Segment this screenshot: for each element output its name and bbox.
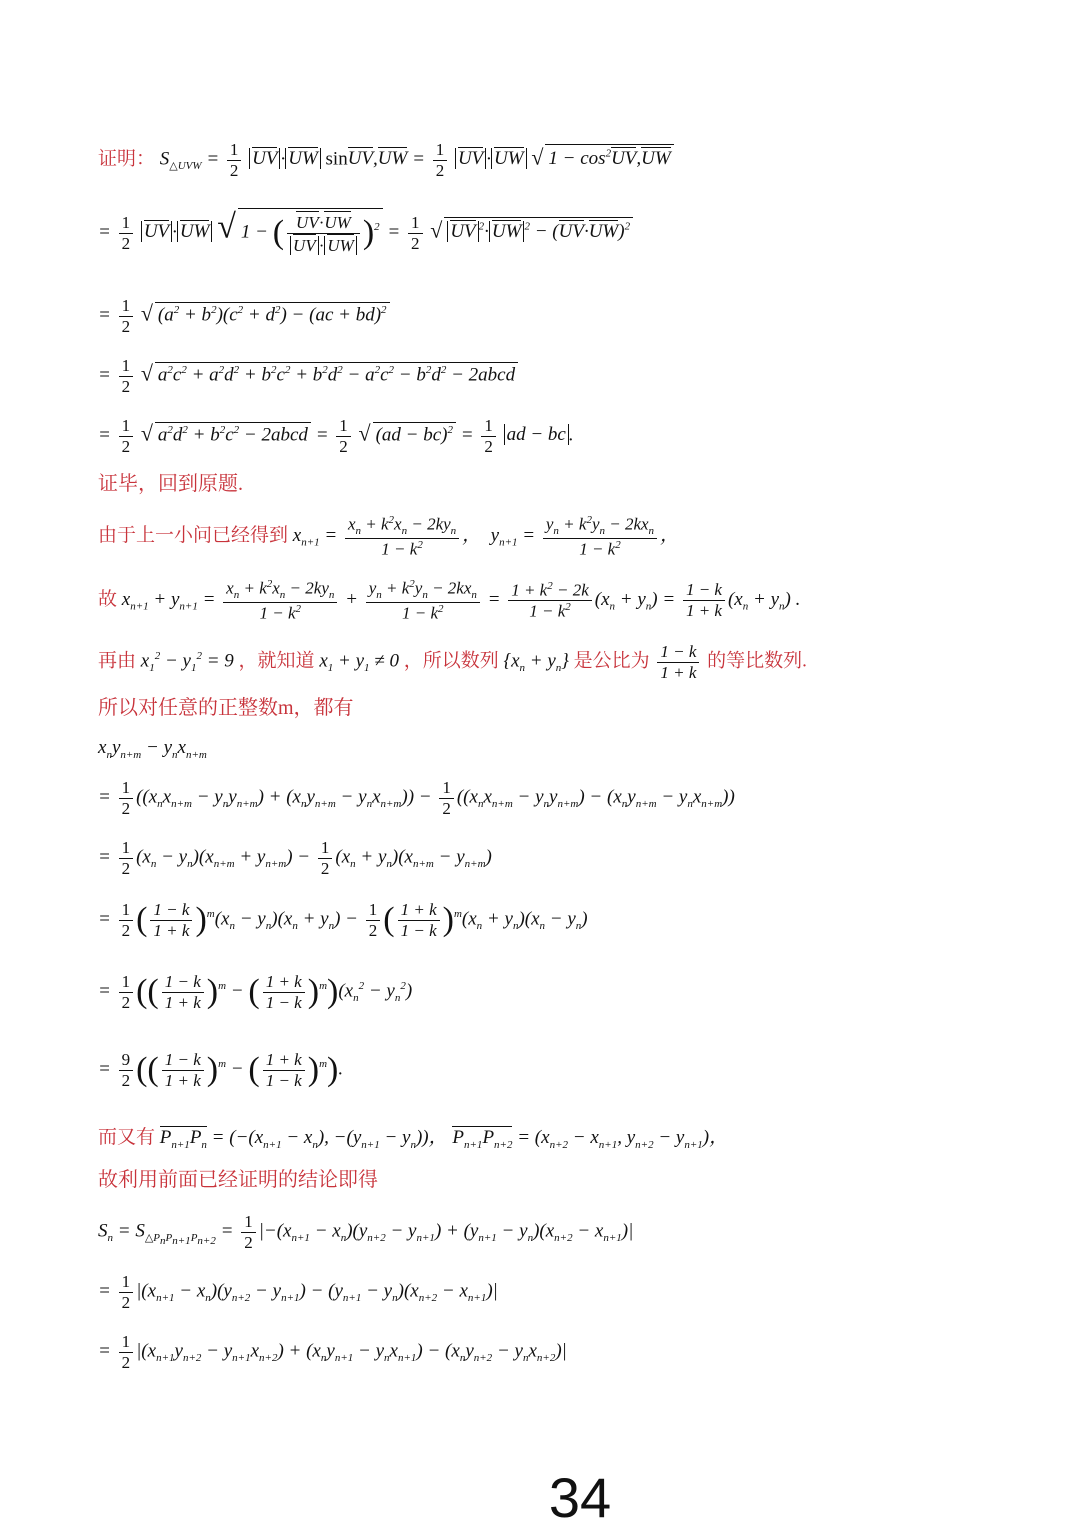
and-also-text: 而又有: [98, 1127, 156, 1148]
geometric-line: 再由 $x_1^2 - y_1^2 = 9$ ，就知道 $x_1 + y_1 \ne 0$ ，所以数列 $\{x_n + y_n\}$ 是公比为 $\frac{1 - k}{1 + k}$ 的等比数列.: [98, 642, 807, 682]
sum-line: 故 $x_{n+1} + y_{n+1}$ = $\frac{x_n + k^2x_n - 2ky_n}{1 - k^2}$ + $\frac{y_n + k^2y_n - 2kx_n}{1 - k^2}$ = $\frac{1 + k^2 - 2k}{1 - k^2}$ $(x_n + y_n)$ = $\frac{1 - k}{1 + k}$ $(x_n + y_n)$ .: [98, 578, 801, 623]
is-ratio-text: 是公比为: [573, 650, 650, 672]
expr-line-3: = $\frac{1}{2}$ ( $\frac{1 - k}{1 + k}$ )$^m(x_n - y_n)(x_n + y_n)$ − $\frac{1}{2}$ ( $\frac{1 + k}{1 - k}$ )$^m(x_n + y_n)(x_n - y_n)$: [98, 900, 588, 940]
expr-line-0: $x_ny_{n+m} - y_nx_{n+m}$: [98, 737, 207, 761]
proof-done-text: 证毕，回到原题.: [98, 473, 243, 495]
intro-prev-text: 由于上一小问已经得到: [98, 524, 289, 546]
proof-line-5: = $\frac{1}{2}$ √ $a^2d^2 + b^2c^2$ − 2abcd = $\frac{1}{2}$ √ (ad − bc)$^2$ = $\frac{1}{2}$ ad − bc .: [98, 416, 574, 456]
again-by-text: 再由: [98, 650, 137, 672]
expr-line-5: = $\frac{9}{2}$ (( $\frac{1 - k}{1 + k}$ )$^m$ − ( $\frac{1 + k}{1 - k}$ )$^m$).: [98, 1050, 344, 1090]
using-conclusion-text: 故利用前面已经证明的结论即得: [98, 1169, 378, 1191]
expr-line-2: = $\frac{1}{2}$ $(x_n - y_n)(x_{n+m} + y_{n+m})$ − $\frac{1}{2}$ $(x_n + y_n)(x_{n+m} - y_{n+m})$: [98, 838, 492, 878]
know-that-text: ，就知道: [238, 650, 315, 672]
page-number: 34: [548, 1466, 612, 1529]
area-line-2: = $\frac{1}{2}$ $|(x_{n+1} - x_n)(y_{n+2} - y_{n+1}) - (y_{n+1} - y_n)(x_{n+2} - x_{n+1})|$: [98, 1272, 498, 1312]
proof-line-4: = $\frac{1}{2}$ √ $a^2c^2 + a^2d^2 + b^2c^2 + b^2d^2 - a^2c^2 - b^2d^2$ − 2abcd: [98, 356, 518, 396]
geometric-sequence-text: 的等比数列.: [707, 650, 807, 672]
area-line-1: $S_n = S_{\triangle P_nP_{n+1}P_{n+2}}$ = $\frac{1}{2}$ $|-(x_{n+1} - x_n)(y_{n+2} - y_{n+1}) + (y_{n+1} - y_n)(x_{n+2} - x_{n+1})|$: [98, 1212, 634, 1252]
proof-line-3: = $\frac{1}{2}$ √ $(a^2 + b^2)(c^2 + d^2) - (ac + bd)^2$: [98, 296, 390, 336]
recurrence-line: 由于上一小问已经得到 $x_{n+1}$ = $\frac{x_n + k^2x_n - 2ky_n}{1 - k^2}$ ， $y_{n+1}$ = $\frac{y_n + k^2y_n - 2kx_n}{1 - k^2}$ ，: [98, 514, 680, 559]
therefore-text: 故: [98, 588, 118, 610]
expr-line-1: = $\frac{1}{2}$ $((x_nx_{n+m} - y_ny_{n+m}) + (x_ny_{n+m} - y_nx_{n+m}))$ − $\frac{1}{2}$ $((x_nx_{n+m} - y_ny_{n+m}) - (x_ny_{n+m} - y_nx_{n+m}))$: [98, 778, 735, 818]
proof-line-1: 证明： $S_{\triangle UVW}$ = $\frac{1}{2}$ UV · UW sinUV,UW = $\frac{1}{2}$ UV · UW √ $1 - \cos^2UV,UW$: [98, 140, 674, 180]
proof-line-2: = $\frac{1}{2}$ UV · UW √ 1 − ( $\frac{UV\cdot UW}{UV \cdot UW}$ )$^2$ = $\frac{1}{2}$ √ UV $^2$· UW $^2 - (UV\cdot UW)^2$: [98, 208, 633, 255]
vector-line: 而又有 $P_{n+1}P_n = (-(x_{n+1} - x_n)$, $-(y_{n+1} - y_n)$)， $P_{n+1}P_{n+2} = (x_{n+2} - x_{n+1}$, $y_{n+2} - y_{n+1}$)，: [98, 1127, 729, 1151]
for-any-m-text: 所以对任意的正整数m，都有: [98, 697, 354, 719]
so-sequence-text: ，所以数列: [403, 650, 499, 672]
expr-line-4: = $\frac{1}{2}$ (( $\frac{1 - k}{1 + k}$ )$^m$ − ( $\frac{1 + k}{1 - k}$ )$^m)(x_n^2 - y_n^2)$: [98, 972, 413, 1012]
area-line-3: = $\frac{1}{2}$ $|(x_{n+1}y_{n+2} - y_{n+1}x_{n+2}) + (x_ny_{n+1} - y_nx_{n+1}) - (x_ny_{n+2} - y_nx_{n+2})|$: [98, 1332, 567, 1372]
proof-label: 证明：: [98, 148, 156, 170]
